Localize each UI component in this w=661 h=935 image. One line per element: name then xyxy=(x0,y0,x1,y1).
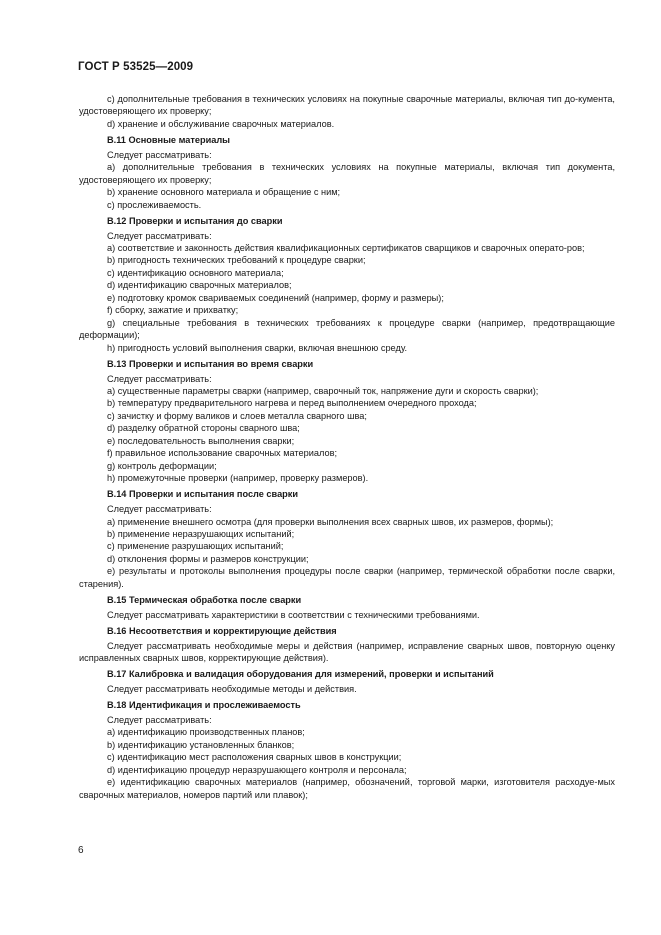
paragraph: Следует рассматривать необходимые меры и действия (например, исправление сварных швов, повторную оценку исправленных сварных швов, корректирующие действия). xyxy=(79,640,615,664)
paragraph: e) результаты и протоколы выполнения процедуры после сварки (например, термической обработки после сварки, старения). xyxy=(79,566,615,589)
paragraph: a) дополнительные требования в технических условиях на покупные материалы, включая тип документа, удостоверяющего их проверку; xyxy=(79,162,615,185)
section-heading: В.16 Несоответствия и корректирующие действия xyxy=(107,625,337,636)
paragraph: f) правильное использование сварочных материалов; xyxy=(107,448,338,459)
section-heading: В.11 Основные материалы xyxy=(107,134,231,145)
paragraph: Следует рассматривать: xyxy=(107,230,212,241)
paragraph: c) идентификацию мест расположения сварных швов в конструкции; xyxy=(107,752,402,763)
paragraph: Следует рассматривать необходимые методы и действия. xyxy=(107,683,357,694)
document-body xyxy=(79,93,615,801)
paragraph: c) зачистку и форму валиков и слоев металла сварного шва; xyxy=(107,410,367,421)
paragraph: h) промежуточные проверки (например, проверку размеров). xyxy=(107,473,369,484)
paragraph: b) температуру предварительного нагрева и перед выполнением очередного прохода; xyxy=(107,398,477,409)
paragraph: d) отклонения формы и размеров конструкции; xyxy=(107,553,309,564)
paragraph: h) пригодность условий выполнения сварки, включая внешнюю среду. xyxy=(107,342,408,353)
section-heading: В.13 Проверки и испытания во время сварки xyxy=(107,358,314,369)
paragraph: d) хранение и обслуживание сварочных материалов. xyxy=(107,118,335,129)
paragraph: a) существенные параметры сварки (например, сварочный ток, напряжение дуги и скорость сварки); xyxy=(107,385,539,396)
paragraph: Следует рассматривать: xyxy=(107,504,212,515)
paragraph: a) применение внешнего осмотра (для проверки выполнения всех сварных швов, их размеров, формы); xyxy=(107,516,554,527)
paragraph: a) соответствие и законность действия квалификационных сертификатов сварщиков и сварочных операто-ров; xyxy=(107,242,585,253)
section-heading: В.18 Идентификация и прослеживаемость xyxy=(107,699,301,710)
paragraph: b) хранение основного материала и обращение с ним; xyxy=(107,187,341,198)
paragraph: c) идентификацию основного материала; xyxy=(107,267,284,278)
paragraph: Следует рассматривать характеристики в соответствии с техническими требованиями. xyxy=(107,609,480,620)
paragraph: f) сборку, зажатие и прихватку; xyxy=(107,305,239,316)
standard-header: ГОСТ Р 53525—2009 xyxy=(78,61,194,73)
paragraph: e) последовательность выполнения сварки; xyxy=(107,435,295,446)
paragraph: d) идентификацию сварочных материалов; xyxy=(107,280,292,291)
section-heading: В.17 Калибровка и валидация оборудования для измерений, проверки и испытаний xyxy=(107,668,494,679)
paragraph: e) подготовку кромок свариваемых соединений (например, форму и размеры); xyxy=(107,292,444,303)
paragraph: a) идентификацию производственных планов; xyxy=(107,727,305,738)
paragraph: Следует рассматривать: xyxy=(107,373,212,384)
section-heading: В.15 Термическая обработка после сварки xyxy=(107,594,302,605)
paragraph: b) идентификацию установленных бланков; xyxy=(107,739,295,750)
paragraph: d) разделку обратной стороны сварного шва; xyxy=(107,423,300,434)
paragraph: g) контроль деформации; xyxy=(107,460,217,471)
paragraph: e) идентификацию сварочных материалов (например, обозначений, торговой марки, изготовителя расходуе-мых сварочных материалов, номеров партий или плавок); xyxy=(79,777,615,800)
paragraph: c) дополнительные требования в технических условиях на покупные сварочные материалы, включая тип до-кумента, удостоверяющего их проверку; xyxy=(79,94,615,117)
page-number: 6 xyxy=(78,845,84,856)
paragraph: c) применение разрушающих испытаний; xyxy=(107,541,284,552)
section-heading: В.12 Проверки и испытания до сварки xyxy=(107,215,283,226)
paragraph: Следует рассматривать: xyxy=(107,149,212,160)
paragraph: b) применение неразрушающих испытаний; xyxy=(107,528,295,539)
paragraph: b) пригодность технических требований к процедуре сварки; xyxy=(107,255,366,266)
paragraph: c) прослеживаемость. xyxy=(107,199,202,210)
paragraph: d) идентификацию процедур неразрушающего контроля и персонала; xyxy=(107,764,407,775)
section-heading: В.14 Проверки и испытания после сварки xyxy=(107,489,299,500)
paragraph: g) специальные требования в технических требованиях к процедуре сварки (например, предотвращающие деформации); xyxy=(79,317,615,341)
paragraph: Следует рассматривать: xyxy=(107,714,212,725)
